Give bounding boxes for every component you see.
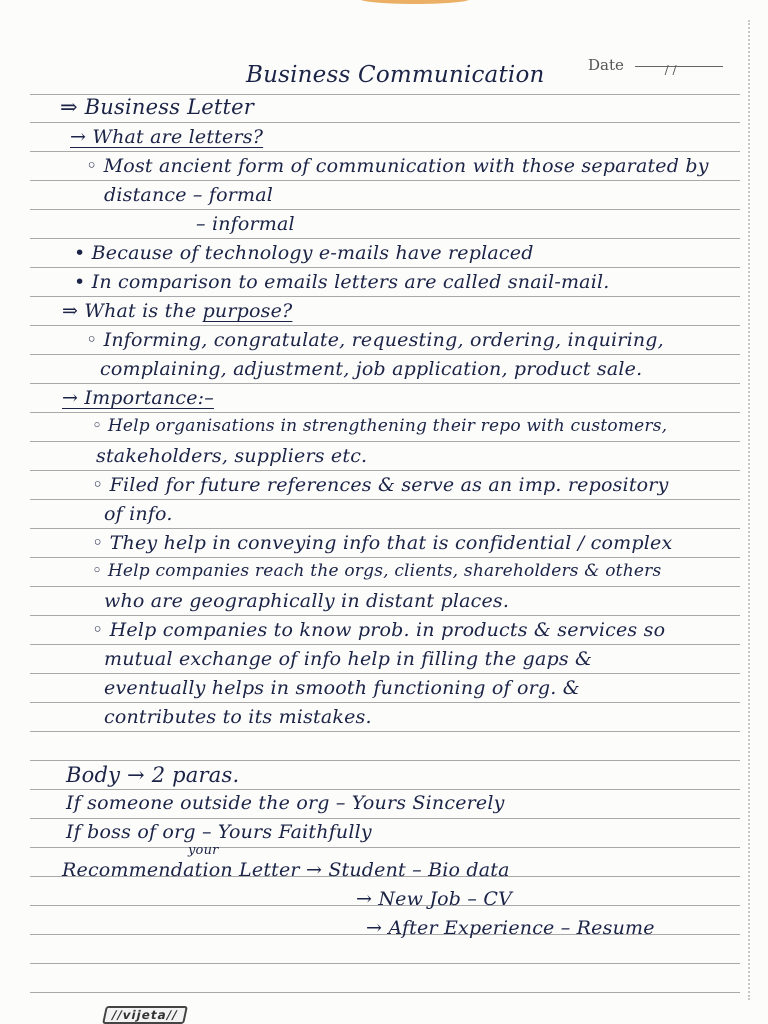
ruled-line: [30, 180, 740, 181]
note-line: • In comparison to emails letters are called snail-mail.: [74, 271, 610, 293]
page-edge-dots: [745, 20, 750, 1000]
note-line: who are geographically in distant places.: [104, 590, 510, 612]
note-line: ◦ Help companies to know prob. in products & services so: [92, 619, 666, 641]
ruled-line: [30, 644, 740, 645]
recommendation-line: → After Experience – Resume: [366, 917, 655, 939]
ruled-line: [30, 470, 740, 471]
ruled-line: [30, 847, 740, 848]
date-field: [588, 56, 723, 77]
ruled-line: [30, 673, 740, 674]
question-importance: → Importance:–: [62, 387, 214, 409]
note-line: ◦ Help companies reach the orgs, clients, shareholders & others: [92, 561, 662, 581]
salutation-sincerely: If someone outside the org – Yours Sincerely: [66, 792, 505, 814]
ruled-line: [30, 412, 740, 413]
note-line: of info.: [104, 503, 173, 525]
notebook-brand-logo: //vijeta//: [102, 1006, 187, 1024]
ruled-line: [30, 702, 740, 703]
note-line: ◦ Help organisations in strengthening their repo with customers,: [92, 416, 668, 436]
ruled-line: [30, 760, 740, 761]
note-line: ◦ Filed for future references & serve as an imp. repository: [92, 474, 669, 496]
date-line: [635, 63, 723, 77]
ruled-line: [30, 267, 740, 268]
ruled-line: [30, 354, 740, 355]
question-purpose-prefix: ⇒ What is the: [62, 300, 197, 322]
ruled-line: [30, 963, 740, 964]
question-letters: → What are letters?: [70, 126, 264, 148]
note-line: ◦ Most ancient form of communication with those separated by: [86, 155, 709, 177]
page-title: Business Communication: [246, 62, 545, 88]
ruled-line: [30, 528, 740, 529]
torn-paper-edge: [360, 0, 470, 4]
ruled-line: [30, 325, 740, 326]
note-line: ◦ They help in conveying info that is confidential / complex: [92, 532, 673, 554]
note-line: mutual exchange of info help in filling the gaps &: [104, 648, 593, 670]
date-value: / /: [664, 63, 677, 77]
ruled-line: [30, 151, 740, 152]
date-label: Date: [588, 56, 624, 74]
ruled-line: [30, 789, 740, 790]
ruled-line: [30, 731, 740, 732]
note-line: – informal: [196, 213, 295, 235]
note-line: ◦ Informing, congratulate, requesting, ordering, inquiring,: [86, 329, 664, 351]
ruled-line: [30, 499, 740, 500]
note-line: complaining, adjustment, job application, product sale.: [100, 358, 643, 380]
ruled-line: [30, 615, 740, 616]
note-line: eventually helps in smooth functioning of org. &: [104, 677, 580, 699]
note-line: • Because of technology e-mails have replaced: [74, 242, 534, 264]
ruled-line: [30, 586, 740, 587]
section-heading: ⇒ Business Letter: [60, 95, 255, 119]
insertion-note: your: [188, 843, 219, 858]
note-line: stakeholders, suppliers etc.: [96, 445, 368, 467]
salutation-faithfully: If boss of org – Yours Faithfully: [66, 821, 372, 843]
recommendation-line: → New Job – CV: [356, 888, 512, 910]
ruled-line: [30, 296, 740, 297]
ruled-line: [30, 209, 740, 210]
ruled-line: [30, 818, 740, 819]
ruled-line: [30, 238, 740, 239]
ruled-line: [30, 992, 740, 993]
ruled-line: [30, 441, 740, 442]
question-purpose: [62, 300, 292, 322]
ruled-line: [30, 557, 740, 558]
recommendation-line: Recommendation Letter → Student – Bio data: [62, 859, 510, 881]
body-note: Body → 2 paras.: [66, 763, 240, 787]
ruled-line: [30, 383, 740, 384]
note-line: contributes to its mistakes.: [104, 706, 372, 728]
ruled-line: [30, 122, 740, 123]
note-line: distance – formal: [104, 184, 274, 206]
question-purpose-word: purpose?: [202, 300, 293, 322]
